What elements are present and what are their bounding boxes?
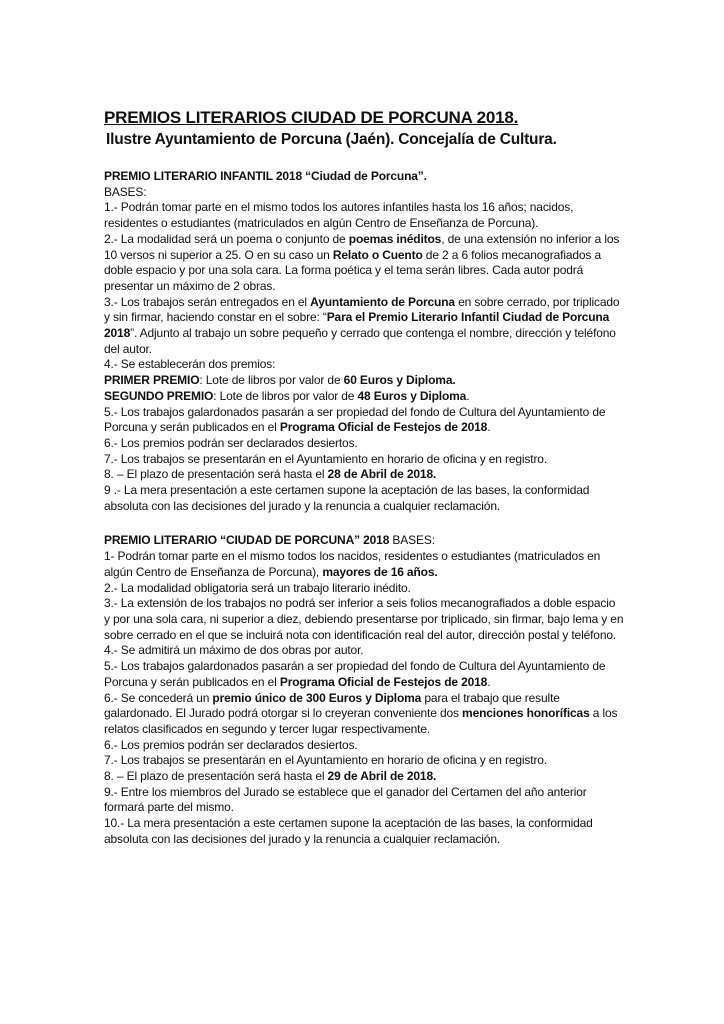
bold-text: 28 de Abril de 2018. xyxy=(327,467,437,482)
section-heading-general-tail: BASES: xyxy=(389,533,435,548)
bold-text: PRIMER PREMIO xyxy=(104,373,200,388)
bold-text: poemas inéditos xyxy=(348,231,442,246)
text-run: 3.- La extensión de los trabajos no podrá ser inferior a seis folios mecanografiados a doble espacio y por una sola cara, ni superior a diez, debiendo presentarse por triplicado, sin firmar, bajo lema y en sobre cerrado en el que se incluirá nota con identificación real del autor, dirección postal y teléfono. xyxy=(104,596,624,642)
text-run: . xyxy=(487,420,491,435)
section-heading-general: PREMIO LITERARIO “CIUDAD DE PORCUNA” 2018 xyxy=(104,533,390,548)
paragraph xyxy=(104,581,624,597)
text-run: : Lote de libros por valor de xyxy=(199,373,344,388)
bold-text: Programa Oficial de Festejos de 2018 xyxy=(279,674,488,689)
bold-text: Programa Oficial de Festejos de 2018 xyxy=(279,420,488,435)
text-run: , de una extensión no inferior a los 10 versos ni superior a 25. O en su caso un xyxy=(104,231,620,262)
text-run: 3.- Los trabajos serán entregados en el xyxy=(104,294,311,309)
text-run: a los relatos clasificados en segundo y tercer lugar respectivamente. xyxy=(104,706,618,736)
text-run: 6.- Los premios podrán ser declarados desiertos. xyxy=(104,737,358,752)
text-run: 6.- Los premios podrán ser declarados desiertos. xyxy=(104,435,358,450)
text-run: 2.- La modalidad obligatoria será un trabajo literario inédito. xyxy=(104,580,411,595)
paragraph xyxy=(104,596,624,643)
section-general xyxy=(104,533,624,847)
paragraph xyxy=(104,659,624,690)
bold-text: premio único de 300 Euros y Diploma xyxy=(212,690,422,705)
text-run: . xyxy=(466,388,470,403)
paragraph xyxy=(104,816,624,847)
section-infantil xyxy=(104,169,624,514)
paragraph xyxy=(104,389,624,405)
section-body-general xyxy=(104,549,624,847)
paragraph xyxy=(104,753,624,769)
text-run: 4.- Se admitirá un máximo de dos obras por autor. xyxy=(104,643,364,658)
paragraph xyxy=(104,483,624,514)
text-run: BASES: xyxy=(104,184,147,199)
text-run: ”. Adjunto al trabajo un sobre pequeño y cerrado que contenga el nombre, dirección y teléfono del autor. xyxy=(104,326,616,356)
text-run: : Lote de libros por valor de xyxy=(213,388,358,403)
paragraph xyxy=(104,357,624,373)
text-run: 9 .- La mera presentación a este certamen supone la aceptación de las bases, la conformidad absoluta con las decisiones del jurado y la renuncia a cualquier reclamación. xyxy=(104,483,590,513)
text-run: 7.- Los trabajos se presentarán en el Ayuntamiento en horario de oficina y en registro. xyxy=(104,451,548,466)
paragraph xyxy=(104,405,624,436)
paragraph xyxy=(104,436,624,452)
section-heading-general-line xyxy=(104,533,624,549)
text-run: 2.- La modalidad será un poema o conjunto de xyxy=(104,231,349,246)
document-subtitle: Ilustre Ayuntamiento de Porcuna (Jaén). Concejalía de Cultura. xyxy=(106,131,557,148)
section-body-infantil xyxy=(104,185,624,515)
text-run: 6.- Se concederá un xyxy=(104,690,213,705)
text-run: 10.- La mera presentación a este certamen supone la aceptación de las bases, la conformidad absoluta con las decisiones del jurado y la renuncia a cualquier reclamación. xyxy=(104,816,593,846)
bold-text: 29 de Abril de 2018. xyxy=(327,769,437,784)
text-run: de 2 a 6 folios mecanografiados a doble espacio y por una sola cara. La forma poética y el tema serán libres. Cada autor podrá presentar un máximo de 2 obras. xyxy=(104,247,601,293)
text-run: 8. – El plazo de presentación será hasta el xyxy=(104,769,328,784)
text-run: . xyxy=(487,674,491,689)
bold-text: Para el Premio Literario Infantil Ciudad de Porcuna 2018 xyxy=(104,310,610,341)
paragraph xyxy=(104,785,624,816)
paragraph xyxy=(104,185,624,201)
document-page xyxy=(104,108,624,848)
paragraph xyxy=(104,467,624,483)
text-run: 7.- Los trabajos se presentarán en el Ayuntamiento en horario de oficina y en registro. xyxy=(104,753,548,768)
text-run: para el trabajo que resulte galardonado. El Jurado podrá otorgar si lo creyeran conveniente dos xyxy=(104,690,560,721)
paragraph xyxy=(104,691,624,738)
paragraph xyxy=(104,738,624,754)
paragraph xyxy=(104,200,624,231)
bold-text: 60 Euros y Diploma. xyxy=(343,373,456,388)
bold-text: 48 Euros y Diploma xyxy=(357,388,467,403)
text-run: en sobre cerrado, por triplicado y sin firmar, haciendo constar en el sobre: “ xyxy=(104,294,620,325)
section-heading-infantil: PREMIO LITERARIO INFANTIL 2018 “Ciudad de Porcuna”. xyxy=(104,169,427,183)
bold-text: menciones honoríficas xyxy=(462,706,590,721)
paragraph xyxy=(104,232,624,295)
bold-text: SEGUNDO PREMIO xyxy=(104,388,214,403)
paragraph xyxy=(104,373,624,389)
text-run: 8. – El plazo de presentación será hasta el xyxy=(104,467,328,482)
paragraph xyxy=(104,769,624,785)
text-run: 5.- Los trabajos galardonados pasarán a ser propiedad del fondo de Cultura del Ayuntamiento de Porcuna y serán publicados en el xyxy=(104,404,606,435)
bold-text: mayores de 16 años. xyxy=(322,564,438,579)
paragraph xyxy=(104,295,624,358)
text-run: 1- Podrán tomar parte en el mismo todos los nacidos, residentes o estudiantes (matriculados en algún Centro de Enseñanza de Porcuna), xyxy=(104,549,601,579)
paragraph xyxy=(104,643,624,659)
text-run: 9.- Entre los miembros del Jurado se establece que el ganador del Certamen del año anterior formará parte del mismo. xyxy=(104,784,587,815)
document-title: PREMIOS LITERARIOS CIUDAD DE PORCUNA 2018. xyxy=(104,108,519,127)
bold-text: Ayuntamiento de Porcuna xyxy=(310,294,455,309)
bold-text: Relato o Cuento xyxy=(332,247,423,262)
paragraph xyxy=(104,549,624,580)
text-run: 4.- Se establecerán dos premios: xyxy=(104,357,276,372)
paragraph xyxy=(104,452,624,468)
text-run: 1.- Podrán tomar parte en el mismo todos los autores infantiles hasta los 16 años; nacidos, residentes o estudiantes (matriculados en algún Centro de Enseñanza de Porcuna). xyxy=(104,200,574,231)
text-run: 5.- Los trabajos galardonados pasarán a ser propiedad del fondo de Cultura del Ayuntamiento de Porcuna y serán publicados en el xyxy=(104,659,606,689)
